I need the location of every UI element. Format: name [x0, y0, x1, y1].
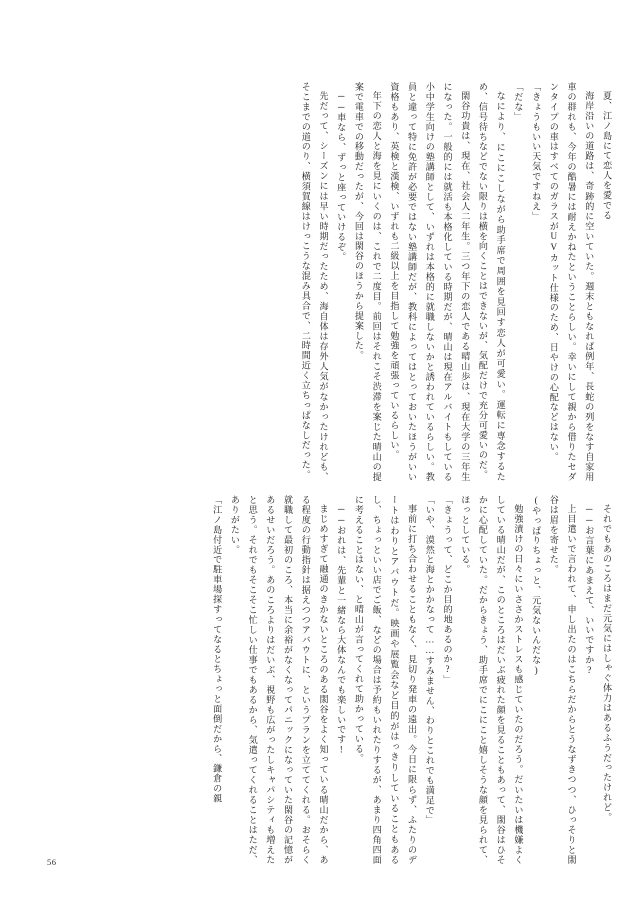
text-block-upper — [25, 82, 615, 482]
paragraph: 上目遣いで言われて、申し出たのはこちらだからとうなずきつつ、ひっそりと閖谷は眉を寄せた。 — [548, 495, 577, 865]
paragraph: ──おれは、先輩と一緒なら大体なんでも楽しいです! — [336, 504, 347, 756]
paragraph: 事前に打ち合わせることもなく、見切り発車の遠出。今日に限らず、ふたりのデートはわりとアバウトだ。映画や展覧会など目的がはっきりしていることもあるし、ちょっといい店でご飯、などの場合は予約もいれたりするが、あまり四角四面に考えることはない、と晴山が言ってくれて助かっている。 — [353, 495, 418, 865]
paragraph: ──車なら、ずっと座っていけるぞ。 — [336, 91, 347, 263]
page-number: 56 — [47, 857, 57, 867]
dialogue-line: 「きょうもいい天気ですねえ」 — [531, 82, 542, 222]
paragraph: それでもあのころはまだ元気にはしゃぐ体力はあるふうだったけれど。 — [602, 504, 612, 823]
paragraph: (やっぱりちょっと、元気ないんだな) — [531, 495, 542, 676]
dialogue-line: 「江ノ島付近で駐車場探すってなるとちょっと面倒だから、鎌倉の親 — [212, 495, 223, 804]
paragraph: 閖谷功貴は、現在、社会人二年生。三つ年下の恋人である晴山歩は、現在大学の三年生になった。一般的には就活も本格化している時期だが、晴山は現在アルバイトもしている小中学生向けの塾講師として、いずれは本格的に就職しないかと誘われているらしい。教員と違って特に免許が必要ではない塾講師だが、教科によってはとっておいたほうがいい資格もあり、英検と漢検、いずれも二級以上を目指して勉強を頑張っているらしい。 — [389, 82, 471, 482]
paragraph: 年下の恋人と海を見にいくのは、これで二度目。前回はそれこそ渋滞を案じた晴山の提案で電車での移動だったが、今回は閖谷のほうから提案した。 — [353, 82, 382, 482]
paragraph: ──お言葉にあまえて、いいですか? — [584, 504, 595, 676]
paragraph: なにより、にこにこしながら助手席で周囲を見回す恋人が可愛い。運転に専念するため、信号待ちなどでない限りは横を向くことはできないが、気配だけで充分可愛いのだ。 — [477, 82, 506, 482]
paragraph: まじめすぎて融通のきかないところのある閖谷をよく知っている晴山だから、ある程度の行動指針は据えつつアバウトに、というプランを立ててくれる。おそらく就職して最初のころ、本当に余裕がなくなってパニックになっていた閖谷の記憶があるせいだろう。あのころよりはだいぶ、視野も広がったしキャパシティも増えたと思う。それでもそこそこ忙しい仕事でもあるから、気遣ってくれることはただ、ありがたい。 — [229, 495, 329, 865]
dialogue-line: 「きょうって、どこか目的地あるのか?」 — [442, 495, 453, 685]
chapter-heading: 夏、江ノ島にて恋人を愛でる — [602, 91, 612, 221]
text-block-lower — [15, 495, 615, 865]
dialogue-line: 「だな」 — [513, 82, 524, 122]
paragraph: 先だって、シーズンには早い時期だったため、海自体は存外人気がなかったけれども、そこまでの道のり、横須賀線はけっこうな混み具合で、二時間近く立ちっぱなしだった。 — [300, 82, 329, 482]
paragraph: 海岸沿いの道路は、奇跡的に空いていた。週末ともなれば例年、長蛇の列をなす自家用車の群れも、今年の酷暑には耐えかねたということらしい。幸いにして親から借りたセダンタイプの車はすべてのガラスがUVカット仕様のため、日やけの心配などはない。 — [548, 82, 595, 482]
paragraph: 勉強漬けの日々にいささかストレスも感じていたのだろう。だいたいは機嫌よくしている晴山だが、このところはだいぶ疲れた顔を見ることもあって、閖谷はひそかに心配していた。だからきょう、助手席でにこにこと嬉しそうな顔を見られて、ほっとしている。 — [460, 495, 524, 865]
dialogue-line: 「いや、漠然と海とかかなって……すみません、わりとこれでも満足で」 — [424, 495, 435, 826]
